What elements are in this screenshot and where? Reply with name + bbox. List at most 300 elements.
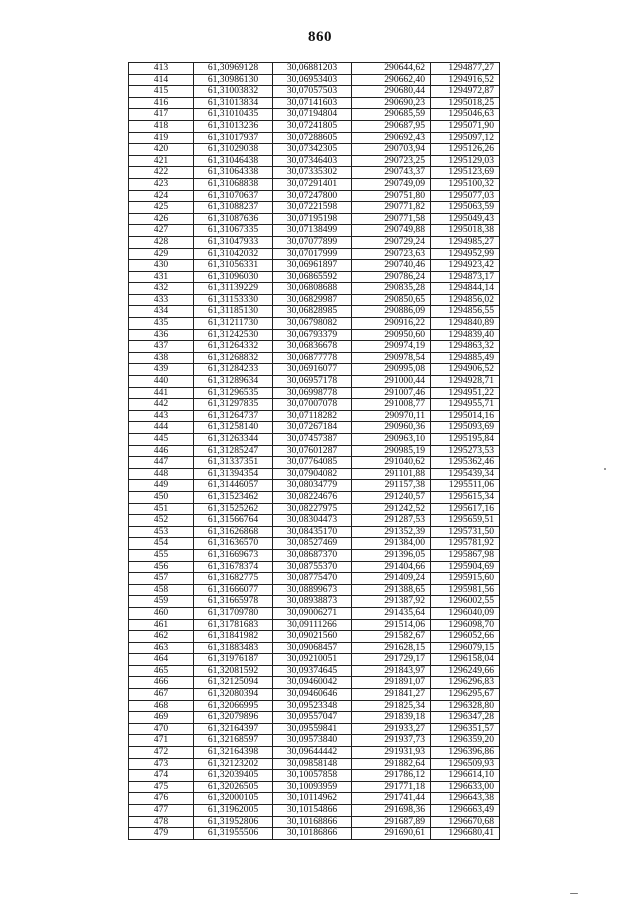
- table-row: [129, 132, 500, 144]
- point-number-cell: 474: [129, 770, 194, 782]
- y-coordinate-cell: 1294877,27: [431, 63, 500, 75]
- point-number-cell: 475: [129, 781, 194, 793]
- longitude-cell: 30,09559841: [273, 723, 352, 735]
- table-row: [129, 712, 500, 724]
- x-coordinate-cell: 291729,17: [352, 654, 431, 666]
- latitude-cell: 61,31665978: [194, 596, 273, 608]
- y-coordinate-cell: 1294923,42: [431, 260, 500, 272]
- latitude-cell: 61,31297835: [194, 399, 273, 411]
- latitude-cell: 61,32164398: [194, 747, 273, 759]
- y-coordinate-cell: 1295617,16: [431, 503, 500, 515]
- x-coordinate-cell: 290690,23: [352, 97, 431, 109]
- x-coordinate-cell: 291287,53: [352, 515, 431, 527]
- table-row: [129, 213, 500, 225]
- longitude-cell: 30,09006271: [273, 607, 352, 619]
- point-number-cell: 452: [129, 515, 194, 527]
- point-number-cell: 436: [129, 329, 194, 341]
- point-number-cell: 468: [129, 700, 194, 712]
- latitude-cell: 61,31394354: [194, 468, 273, 480]
- x-coordinate-cell: 290963,10: [352, 434, 431, 446]
- y-coordinate-cell: 1296680,41: [431, 828, 500, 840]
- table-row: [129, 596, 500, 608]
- y-coordinate-cell: 1296295,67: [431, 689, 500, 701]
- latitude-cell: 61,31017937: [194, 132, 273, 144]
- point-number-cell: 442: [129, 399, 194, 411]
- x-coordinate-cell: 291839,18: [352, 712, 431, 724]
- x-coordinate-cell: 291786,12: [352, 770, 431, 782]
- x-coordinate-cell: 290749,88: [352, 225, 431, 237]
- longitude-cell: 30,09573840: [273, 735, 352, 747]
- y-coordinate-cell: 1295659,51: [431, 515, 500, 527]
- x-coordinate-cell: 291240,57: [352, 491, 431, 503]
- point-number-cell: 416: [129, 97, 194, 109]
- longitude-cell: 30,06957178: [273, 376, 352, 388]
- x-coordinate-cell: 291891,07: [352, 677, 431, 689]
- x-coordinate-cell: 290692,43: [352, 132, 431, 144]
- table-row: [129, 86, 500, 98]
- longitude-cell: 30,06916077: [273, 364, 352, 376]
- latitude-cell: 61,31284233: [194, 364, 273, 376]
- x-coordinate-cell: 290729,24: [352, 236, 431, 248]
- latitude-cell: 61,31013834: [194, 97, 273, 109]
- longitude-cell: 30,09460042: [273, 677, 352, 689]
- longitude-cell: 30,09460646: [273, 689, 352, 701]
- x-coordinate-cell: 291000,44: [352, 376, 431, 388]
- y-coordinate-cell: 1296079,15: [431, 642, 500, 654]
- y-coordinate-cell: 1295018,25: [431, 97, 500, 109]
- table-row: [129, 770, 500, 782]
- latitude-cell: 61,31781683: [194, 619, 273, 631]
- latitude-cell: 61,31566764: [194, 515, 273, 527]
- latitude-cell: 61,32066995: [194, 700, 273, 712]
- point-number-cell: 478: [129, 816, 194, 828]
- point-number-cell: 417: [129, 109, 194, 121]
- x-coordinate-cell: 290995,08: [352, 364, 431, 376]
- table-row: [129, 178, 500, 190]
- point-number-cell: 423: [129, 178, 194, 190]
- point-number-cell: 444: [129, 422, 194, 434]
- longitude-cell: 30,10114962: [273, 793, 352, 805]
- longitude-cell: 30,07764085: [273, 457, 352, 469]
- point-number-cell: 428: [129, 236, 194, 248]
- y-coordinate-cell: 1295063,59: [431, 202, 500, 214]
- latitude-cell: 61,31258140: [194, 422, 273, 434]
- x-coordinate-cell: 291690,61: [352, 828, 431, 840]
- y-coordinate-cell: 1295129,03: [431, 155, 500, 167]
- latitude-cell: 61,31976187: [194, 654, 273, 666]
- latitude-cell: 61,31296535: [194, 387, 273, 399]
- latitude-cell: 61,31087636: [194, 213, 273, 225]
- latitude-cell: 61,31523462: [194, 491, 273, 503]
- point-number-cell: 439: [129, 364, 194, 376]
- longitude-cell: 30,08304473: [273, 515, 352, 527]
- latitude-cell: 61,32079896: [194, 712, 273, 724]
- point-number-cell: 441: [129, 387, 194, 399]
- latitude-cell: 61,31064338: [194, 167, 273, 179]
- longitude-cell: 30,09210051: [273, 654, 352, 666]
- latitude-cell: 61,31046438: [194, 155, 273, 167]
- longitude-cell: 30,10168866: [273, 816, 352, 828]
- scan-speck: [604, 468, 606, 470]
- point-number-cell: 449: [129, 480, 194, 492]
- y-coordinate-cell: 1295126,26: [431, 144, 500, 156]
- longitude-cell: 30,09557047: [273, 712, 352, 724]
- x-coordinate-cell: 291514,06: [352, 619, 431, 631]
- longitude-cell: 30,08775470: [273, 573, 352, 585]
- latitude-cell: 61,31666077: [194, 584, 273, 596]
- latitude-cell: 61,31962005: [194, 805, 273, 817]
- table-row: [129, 805, 500, 817]
- x-coordinate-cell: 290850,65: [352, 294, 431, 306]
- longitude-cell: 30,08435170: [273, 526, 352, 538]
- latitude-cell: 61,32125094: [194, 677, 273, 689]
- latitude-cell: 61,31841982: [194, 631, 273, 643]
- x-coordinate-cell: 290644,62: [352, 63, 431, 75]
- longitude-cell: 30,08755370: [273, 561, 352, 573]
- point-number-cell: 422: [129, 167, 194, 179]
- latitude-cell: 61,31525262: [194, 503, 273, 515]
- x-coordinate-cell: 291352,39: [352, 526, 431, 538]
- longitude-cell: 30,10186866: [273, 828, 352, 840]
- x-coordinate-cell: 291404,66: [352, 561, 431, 573]
- point-number-cell: 464: [129, 654, 194, 666]
- y-coordinate-cell: 1295273,53: [431, 445, 500, 457]
- longitude-cell: 30,10057858: [273, 770, 352, 782]
- longitude-cell: 30,07141603: [273, 97, 352, 109]
- y-coordinate-cell: 1294856,55: [431, 306, 500, 318]
- y-coordinate-cell: 1295097,12: [431, 132, 500, 144]
- y-coordinate-cell: 1295046,63: [431, 109, 500, 121]
- y-coordinate-cell: 1296052,66: [431, 631, 500, 643]
- longitude-cell: 30,07221598: [273, 202, 352, 214]
- table-row: [129, 294, 500, 306]
- x-coordinate-cell: 290835,28: [352, 283, 431, 295]
- latitude-cell: 61,31042032: [194, 248, 273, 260]
- latitude-cell: 61,32164397: [194, 723, 273, 735]
- y-coordinate-cell: 1294951,22: [431, 387, 500, 399]
- point-number-cell: 448: [129, 468, 194, 480]
- point-number-cell: 470: [129, 723, 194, 735]
- longitude-cell: 30,10154866: [273, 805, 352, 817]
- longitude-cell: 30,07057503: [273, 86, 352, 98]
- point-number-cell: 426: [129, 213, 194, 225]
- latitude-cell: 61,31056331: [194, 260, 273, 272]
- table-row: [129, 723, 500, 735]
- point-number-cell: 435: [129, 318, 194, 330]
- longitude-cell: 30,07267184: [273, 422, 352, 434]
- x-coordinate-cell: 291825,34: [352, 700, 431, 712]
- table-row: [129, 422, 500, 434]
- latitude-cell: 61,31709780: [194, 607, 273, 619]
- x-coordinate-cell: 290685,59: [352, 109, 431, 121]
- table-row: [129, 225, 500, 237]
- y-coordinate-cell: 1295615,34: [431, 491, 500, 503]
- table-row: [129, 352, 500, 364]
- table-row: [129, 63, 500, 75]
- table-row: [129, 120, 500, 132]
- point-number-cell: 465: [129, 665, 194, 677]
- latitude-cell: 61,31096030: [194, 271, 273, 283]
- table-row: [129, 584, 500, 596]
- x-coordinate-cell: 291841,27: [352, 689, 431, 701]
- y-coordinate-cell: 1294856,02: [431, 294, 500, 306]
- table-row: [129, 434, 500, 446]
- coordinates-table-body: [129, 63, 500, 840]
- latitude-cell: 61,31636570: [194, 538, 273, 550]
- y-coordinate-cell: 1296614,10: [431, 770, 500, 782]
- x-coordinate-cell: 291157,38: [352, 480, 431, 492]
- x-coordinate-cell: 291741,44: [352, 793, 431, 805]
- x-coordinate-cell: 291242,52: [352, 503, 431, 515]
- y-coordinate-cell: 1296359,20: [431, 735, 500, 747]
- x-coordinate-cell: 290740,46: [352, 260, 431, 272]
- longitude-cell: 30,07077899: [273, 236, 352, 248]
- y-coordinate-cell: 1295781,92: [431, 538, 500, 550]
- y-coordinate-cell: 1296351,57: [431, 723, 500, 735]
- table-row: [129, 318, 500, 330]
- longitude-cell: 30,08899673: [273, 584, 352, 596]
- point-number-cell: 419: [129, 132, 194, 144]
- x-coordinate-cell: 291388,65: [352, 584, 431, 596]
- x-coordinate-cell: 291101,88: [352, 468, 431, 480]
- y-coordinate-cell: 1295077,03: [431, 190, 500, 202]
- x-coordinate-cell: 290916,22: [352, 318, 431, 330]
- y-coordinate-cell: 1294844,14: [431, 283, 500, 295]
- longitude-cell: 30,06953403: [273, 74, 352, 86]
- y-coordinate-cell: 1296643,38: [431, 793, 500, 805]
- longitude-cell: 30,08938873: [273, 596, 352, 608]
- table-row: [129, 202, 500, 214]
- point-number-cell: 454: [129, 538, 194, 550]
- table-row: [129, 642, 500, 654]
- x-coordinate-cell: 291882,64: [352, 758, 431, 770]
- y-coordinate-cell: 1295439,34: [431, 468, 500, 480]
- latitude-cell: 61,31952806: [194, 816, 273, 828]
- longitude-cell: 30,08034779: [273, 480, 352, 492]
- y-coordinate-cell: 1294873,17: [431, 271, 500, 283]
- table-row: [129, 480, 500, 492]
- table-row: [129, 735, 500, 747]
- longitude-cell: 30,07291401: [273, 178, 352, 190]
- point-number-cell: 477: [129, 805, 194, 817]
- point-number-cell: 462: [129, 631, 194, 643]
- latitude-cell: 61,31669673: [194, 549, 273, 561]
- x-coordinate-cell: 291396,05: [352, 549, 431, 561]
- x-coordinate-cell: 291409,24: [352, 573, 431, 585]
- longitude-cell: 30,07138499: [273, 225, 352, 237]
- table-row: [129, 538, 500, 550]
- longitude-cell: 30,07342305: [273, 144, 352, 156]
- x-coordinate-cell: 290687,95: [352, 120, 431, 132]
- longitude-cell: 30,06798082: [273, 318, 352, 330]
- longitude-cell: 30,06961897: [273, 260, 352, 272]
- longitude-cell: 30,06998778: [273, 387, 352, 399]
- point-number-cell: 460: [129, 607, 194, 619]
- y-coordinate-cell: 1294955,71: [431, 399, 500, 411]
- point-number-cell: 476: [129, 793, 194, 805]
- latitude-cell: 61,31185130: [194, 306, 273, 318]
- latitude-cell: 61,31263344: [194, 434, 273, 446]
- longitude-cell: 30,07195198: [273, 213, 352, 225]
- point-number-cell: 472: [129, 747, 194, 759]
- latitude-cell: 61,32039405: [194, 770, 273, 782]
- y-coordinate-cell: 1295195,84: [431, 434, 500, 446]
- point-number-cell: 443: [129, 410, 194, 422]
- point-number-cell: 424: [129, 190, 194, 202]
- longitude-cell: 30,09644442: [273, 747, 352, 759]
- x-coordinate-cell: 290771,58: [352, 213, 431, 225]
- x-coordinate-cell: 290743,37: [352, 167, 431, 179]
- point-number-cell: 446: [129, 445, 194, 457]
- table-row: [129, 410, 500, 422]
- latitude-cell: 61,31088237: [194, 202, 273, 214]
- point-number-cell: 414: [129, 74, 194, 86]
- table-row: [129, 248, 500, 260]
- y-coordinate-cell: 1296002,55: [431, 596, 500, 608]
- latitude-cell: 61,31883483: [194, 642, 273, 654]
- latitude-cell: 61,31242530: [194, 329, 273, 341]
- x-coordinate-cell: 290680,44: [352, 86, 431, 98]
- point-number-cell: 459: [129, 596, 194, 608]
- y-coordinate-cell: 1294840,89: [431, 318, 500, 330]
- y-coordinate-cell: 1294928,71: [431, 376, 500, 388]
- point-number-cell: 434: [129, 306, 194, 318]
- table-row: [129, 491, 500, 503]
- y-coordinate-cell: 1294863,32: [431, 341, 500, 353]
- table-row: [129, 689, 500, 701]
- table-row: [129, 167, 500, 179]
- latitude-cell: 61,31264737: [194, 410, 273, 422]
- longitude-cell: 30,07346403: [273, 155, 352, 167]
- longitude-cell: 30,06881203: [273, 63, 352, 75]
- point-number-cell: 440: [129, 376, 194, 388]
- x-coordinate-cell: 291843,97: [352, 665, 431, 677]
- latitude-cell: 61,31678374: [194, 561, 273, 573]
- table-row: [129, 271, 500, 283]
- x-coordinate-cell: 291384,00: [352, 538, 431, 550]
- table-row: [129, 549, 500, 561]
- x-coordinate-cell: 290985,19: [352, 445, 431, 457]
- latitude-cell: 61,31067335: [194, 225, 273, 237]
- latitude-cell: 61,31003832: [194, 86, 273, 98]
- longitude-cell: 30,09374645: [273, 665, 352, 677]
- x-coordinate-cell: 290950,60: [352, 329, 431, 341]
- y-coordinate-cell: 1294885,49: [431, 352, 500, 364]
- table-row: [129, 190, 500, 202]
- longitude-cell: 30,07335302: [273, 167, 352, 179]
- longitude-cell: 30,06865592: [273, 271, 352, 283]
- point-number-cell: 413: [129, 63, 194, 75]
- longitude-cell: 30,08224676: [273, 491, 352, 503]
- point-number-cell: 421: [129, 155, 194, 167]
- point-number-cell: 479: [129, 828, 194, 840]
- table-row: [129, 376, 500, 388]
- y-coordinate-cell: 1296663,49: [431, 805, 500, 817]
- longitude-cell: 30,07601287: [273, 445, 352, 457]
- y-coordinate-cell: 1295123,69: [431, 167, 500, 179]
- point-number-cell: 433: [129, 294, 194, 306]
- point-number-cell: 450: [129, 491, 194, 503]
- point-number-cell: 457: [129, 573, 194, 585]
- table-row: [129, 677, 500, 689]
- y-coordinate-cell: 1295731,50: [431, 526, 500, 538]
- longitude-cell: 30,08227975: [273, 503, 352, 515]
- coordinates-table: [128, 62, 500, 840]
- table-row: [129, 561, 500, 573]
- y-coordinate-cell: 1294906,52: [431, 364, 500, 376]
- table-row: [129, 329, 500, 341]
- y-coordinate-cell: 1296328,80: [431, 700, 500, 712]
- table-row: [129, 515, 500, 527]
- y-coordinate-cell: 1294972,87: [431, 86, 500, 98]
- point-number-cell: 458: [129, 584, 194, 596]
- table-row: [129, 155, 500, 167]
- y-coordinate-cell: 1295049,43: [431, 213, 500, 225]
- y-coordinate-cell: 1295071,90: [431, 120, 500, 132]
- scan-speck: [570, 893, 578, 894]
- longitude-cell: 30,09068457: [273, 642, 352, 654]
- latitude-cell: 61,31010435: [194, 109, 273, 121]
- point-number-cell: 437: [129, 341, 194, 353]
- y-coordinate-cell: 1295511,06: [431, 480, 500, 492]
- y-coordinate-cell: 1296158,04: [431, 654, 500, 666]
- x-coordinate-cell: 290886,09: [352, 306, 431, 318]
- longitude-cell: 30,08527469: [273, 538, 352, 550]
- point-number-cell: 463: [129, 642, 194, 654]
- longitude-cell: 30,07017999: [273, 248, 352, 260]
- point-number-cell: 429: [129, 248, 194, 260]
- point-number-cell: 466: [129, 677, 194, 689]
- x-coordinate-cell: 291582,67: [352, 631, 431, 643]
- latitude-cell: 61,31153330: [194, 294, 273, 306]
- table-row: [129, 781, 500, 793]
- point-number-cell: 451: [129, 503, 194, 515]
- table-row: [129, 793, 500, 805]
- table-row: [129, 631, 500, 643]
- longitude-cell: 30,07457387: [273, 434, 352, 446]
- longitude-cell: 30,10093959: [273, 781, 352, 793]
- y-coordinate-cell: 1296249,66: [431, 665, 500, 677]
- table-row: [129, 526, 500, 538]
- table-row: [129, 399, 500, 411]
- y-coordinate-cell: 1294839,40: [431, 329, 500, 341]
- point-number-cell: 447: [129, 457, 194, 469]
- latitude-cell: 61,32168597: [194, 735, 273, 747]
- longitude-cell: 30,07118282: [273, 410, 352, 422]
- y-coordinate-cell: 1296396,86: [431, 747, 500, 759]
- longitude-cell: 30,07904082: [273, 468, 352, 480]
- point-number-cell: 469: [129, 712, 194, 724]
- x-coordinate-cell: 291931,93: [352, 747, 431, 759]
- table-row: [129, 619, 500, 631]
- table-row: [129, 74, 500, 86]
- page-number: 860: [308, 29, 332, 45]
- latitude-cell: 61,31047933: [194, 236, 273, 248]
- point-number-cell: 431: [129, 271, 194, 283]
- x-coordinate-cell: 291698,36: [352, 805, 431, 817]
- longitude-cell: 30,09111266: [273, 619, 352, 631]
- latitude-cell: 61,31955506: [194, 828, 273, 840]
- table-row: [129, 607, 500, 619]
- y-coordinate-cell: 1295093,69: [431, 422, 500, 434]
- table-row: [129, 144, 500, 156]
- point-number-cell: 427: [129, 225, 194, 237]
- latitude-cell: 61,31068838: [194, 178, 273, 190]
- latitude-cell: 61,32081592: [194, 665, 273, 677]
- point-number-cell: 420: [129, 144, 194, 156]
- y-coordinate-cell: 1294985,27: [431, 236, 500, 248]
- point-number-cell: 473: [129, 758, 194, 770]
